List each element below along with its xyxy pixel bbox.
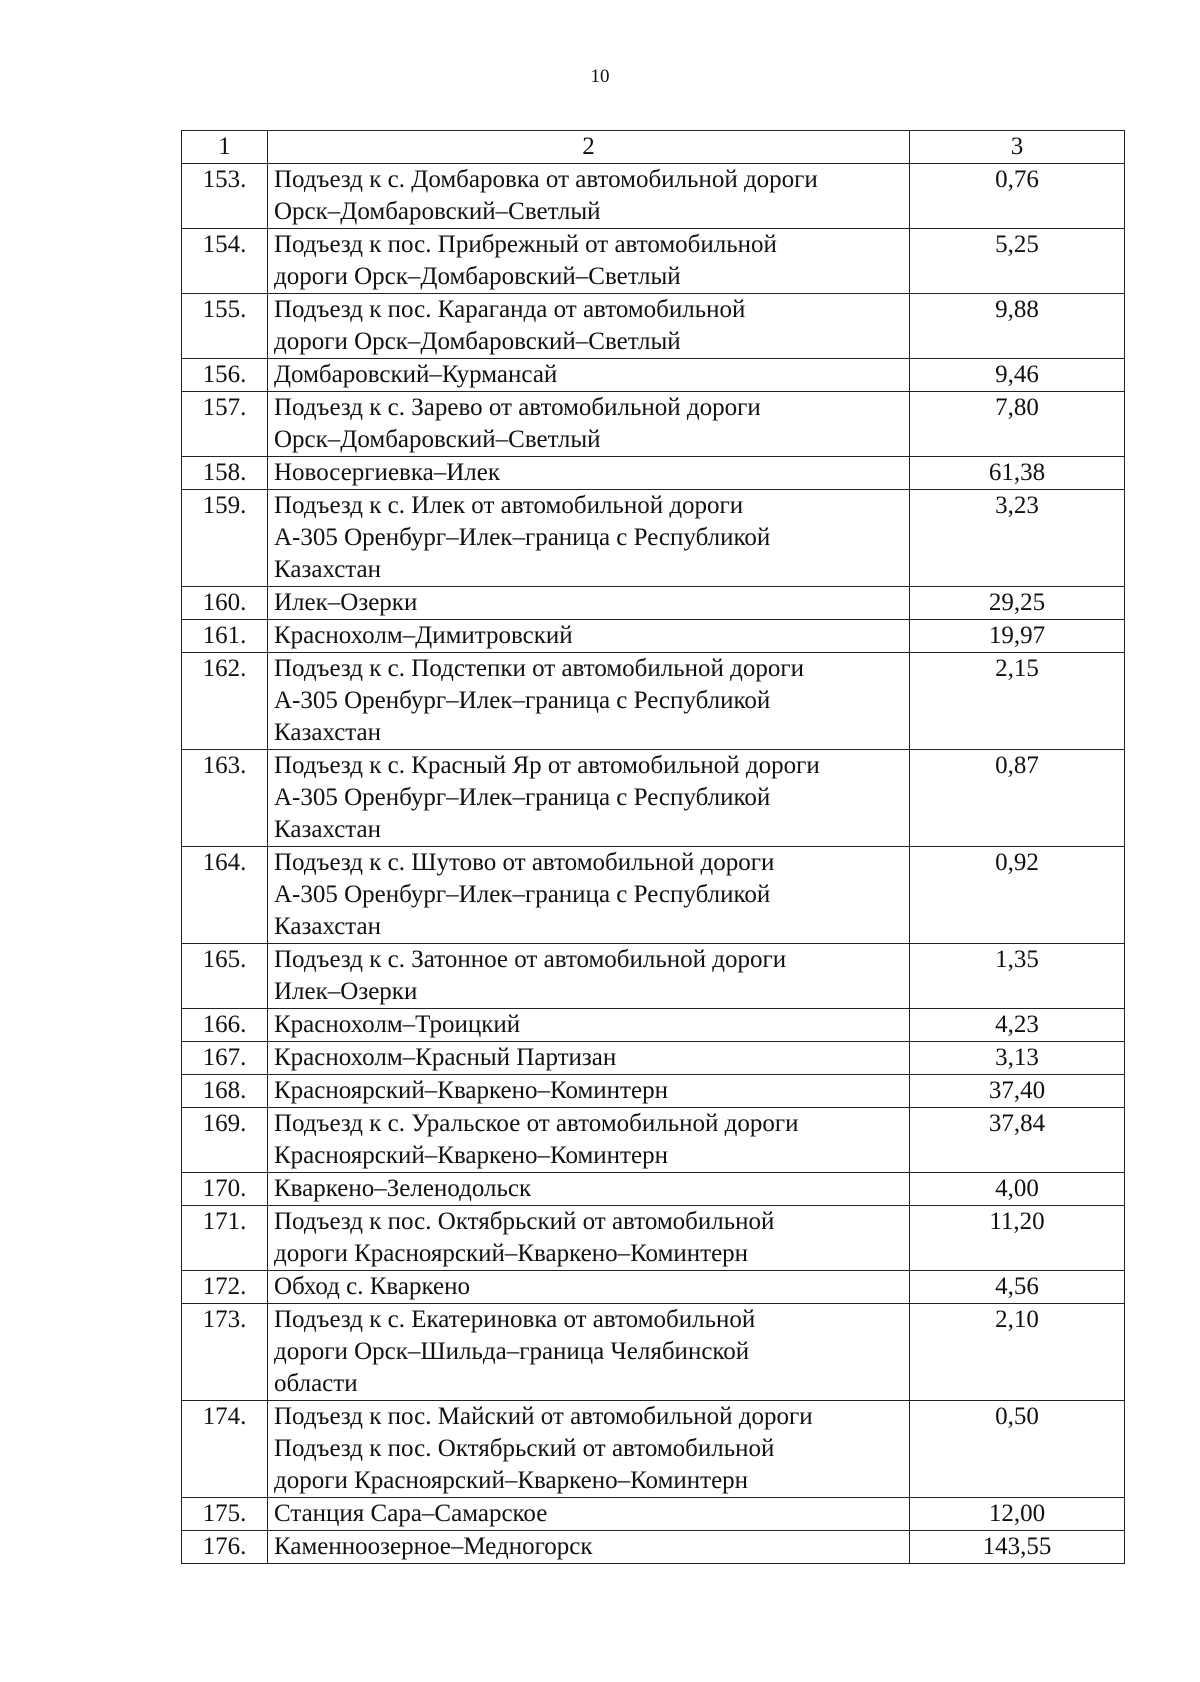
column-header-name: 2 xyxy=(268,131,910,164)
row-number: 169. xyxy=(182,1108,268,1173)
road-name-line: Краснохолм–Димитровский xyxy=(274,622,573,649)
road-length: 9,46 xyxy=(910,359,1125,392)
row-number: 159. xyxy=(182,490,268,587)
road-name-line: Обход с. Кваркено xyxy=(274,1273,470,1300)
road-name-cell xyxy=(268,847,910,944)
header-row xyxy=(182,131,1125,164)
road-name-line: Подъезд к с. Илек от автомобильной дороги xyxy=(274,492,744,519)
road-name-cell xyxy=(268,587,910,620)
road-name-line: Подъезд к с. Подстепки от автомобильной дороги xyxy=(274,655,804,682)
road-name-cell xyxy=(268,457,910,490)
road-name-cell xyxy=(268,359,910,392)
road-name-cell xyxy=(268,1271,910,1304)
road-name-line: Станция Сара–Самарское xyxy=(274,1500,548,1527)
road-name-line: Подъезд к с. Затонное от автомобильной дороги xyxy=(274,946,787,973)
road-name-cell xyxy=(268,294,910,359)
road-length: 143,55 xyxy=(910,1531,1125,1564)
table-row xyxy=(182,1009,1125,1042)
row-number: 162. xyxy=(182,653,268,750)
column-header-number: 1 xyxy=(182,131,268,164)
table-row xyxy=(182,587,1125,620)
road-name-line: А-305 Оренбург–Илек–граница с Республикой xyxy=(274,524,771,551)
table-row xyxy=(182,1042,1125,1075)
road-length: 5,25 xyxy=(910,229,1125,294)
table-body xyxy=(182,164,1125,1564)
road-name-line: Орск–Домбаровский–Светлый xyxy=(274,198,601,225)
road-name-cell xyxy=(268,1401,910,1498)
road-length: 37,40 xyxy=(910,1075,1125,1108)
road-name-line: Подъезд к с. Красный Яр от автомобильной дороги xyxy=(274,752,820,779)
road-name-line: Кваркено–Зеленодольск xyxy=(274,1175,532,1202)
row-number: 175. xyxy=(182,1498,268,1531)
road-name-line: Подъезд к пос. Прибрежный от автомобильной xyxy=(274,231,777,258)
road-name-line: Илек–Озерки xyxy=(274,978,418,1005)
road-name-line: Новосергиевка–Илек xyxy=(274,459,500,486)
table-row xyxy=(182,1498,1125,1531)
road-name-line: дороги Орск–Домбаровский–Светлый xyxy=(274,328,681,355)
road-length: 7,80 xyxy=(910,392,1125,457)
road-name-cell xyxy=(268,653,910,750)
road-length: 19,97 xyxy=(910,620,1125,653)
table-row xyxy=(182,1401,1125,1498)
road-name-line: Подъезд к с. Шутово от автомобильной дороги xyxy=(274,849,775,876)
road-length: 0,92 xyxy=(910,847,1125,944)
row-number: 155. xyxy=(182,294,268,359)
row-number: 173. xyxy=(182,1304,268,1401)
road-name-line: Красноярский–Кваркено–Коминтерн xyxy=(274,1142,668,1169)
row-number: 165. xyxy=(182,944,268,1009)
row-number: 176. xyxy=(182,1531,268,1564)
road-name-cell xyxy=(268,392,910,457)
row-number: 166. xyxy=(182,1009,268,1042)
row-number: 158. xyxy=(182,457,268,490)
table-row xyxy=(182,457,1125,490)
road-length: 0,87 xyxy=(910,750,1125,847)
road-name-line: А-305 Оренбург–Илек–граница с Республикой xyxy=(274,784,771,811)
row-number: 161. xyxy=(182,620,268,653)
table-row xyxy=(182,294,1125,359)
road-name-cell xyxy=(268,1304,910,1401)
road-length: 3,13 xyxy=(910,1042,1125,1075)
row-number: 174. xyxy=(182,1401,268,1498)
table-row xyxy=(182,750,1125,847)
road-name-line: Казахстан xyxy=(274,556,381,583)
road-name-cell xyxy=(268,164,910,229)
road-name-line: Подъезд к с. Зарево от автомобильной дороги xyxy=(274,394,761,421)
table-row xyxy=(182,847,1125,944)
roads-table xyxy=(181,130,1125,1564)
road-name-line: А-305 Оренбург–Илек–граница с Республикой xyxy=(274,687,771,714)
road-name-cell xyxy=(268,1206,910,1271)
road-name-cell xyxy=(268,229,910,294)
table-row xyxy=(182,1304,1125,1401)
road-length: 4,56 xyxy=(910,1271,1125,1304)
road-length: 9,88 xyxy=(910,294,1125,359)
road-name-cell xyxy=(268,1531,910,1564)
row-number: 170. xyxy=(182,1173,268,1206)
road-name-line: Казахстан xyxy=(274,719,381,746)
road-name-line: Казахстан xyxy=(274,816,381,843)
road-name-line: Краснохолм–Красный Партизан xyxy=(274,1044,617,1071)
road-name-cell xyxy=(268,1173,910,1206)
road-name-line: Подъезд к с. Екатериновка от автомобильной xyxy=(274,1306,756,1333)
road-name-line: Подъезд к с. Домбаровка от автомобильной дороги xyxy=(274,166,818,193)
road-name-line: Подъезд к пос. Октябрьский от автомобильной xyxy=(274,1435,775,1462)
row-number: 156. xyxy=(182,359,268,392)
road-name-line: Подъезд к пос. Майский от автомобильной дороги xyxy=(274,1403,813,1430)
road-length: 4,00 xyxy=(910,1173,1125,1206)
table-row xyxy=(182,1531,1125,1564)
row-number: 171. xyxy=(182,1206,268,1271)
road-length: 61,38 xyxy=(910,457,1125,490)
table-row xyxy=(182,1271,1125,1304)
row-number: 172. xyxy=(182,1271,268,1304)
road-name-cell xyxy=(268,1042,910,1075)
table-row xyxy=(182,653,1125,750)
road-name-line: Каменноозерное–Медногорск xyxy=(274,1533,593,1560)
column-header-length: 3 xyxy=(910,131,1125,164)
table-row xyxy=(182,490,1125,587)
table-row xyxy=(182,944,1125,1009)
road-name-line: Подъезд к пос. Караганда от автомобильной xyxy=(274,296,746,323)
road-name-line: Илек–Озерки xyxy=(274,589,418,616)
row-number: 163. xyxy=(182,750,268,847)
road-length: 2,15 xyxy=(910,653,1125,750)
road-name-line: дороги Орск–Домбаровский–Светлый xyxy=(274,263,681,290)
road-name-line: Краснохолм–Троицкий xyxy=(274,1011,521,1038)
road-name-cell xyxy=(268,750,910,847)
table-row xyxy=(182,229,1125,294)
row-number: 154. xyxy=(182,229,268,294)
road-name-cell xyxy=(268,1498,910,1531)
road-name-line: дороги Красноярский–Кваркено–Коминтерн xyxy=(274,1240,749,1267)
row-number: 167. xyxy=(182,1042,268,1075)
table-row xyxy=(182,1108,1125,1173)
road-name-line: дороги Красноярский–Кваркено–Коминтерн xyxy=(274,1467,749,1494)
row-number: 168. xyxy=(182,1075,268,1108)
row-number: 157. xyxy=(182,392,268,457)
row-number: 160. xyxy=(182,587,268,620)
road-length: 29,25 xyxy=(910,587,1125,620)
road-name-line: Орск–Домбаровский–Светлый xyxy=(274,426,601,453)
row-number: 153. xyxy=(182,164,268,229)
road-length: 12,00 xyxy=(910,1498,1125,1531)
road-name-line: Домбаровский–Курмансай xyxy=(274,361,558,388)
road-length: 3,23 xyxy=(910,490,1125,587)
road-length: 0,76 xyxy=(910,164,1125,229)
road-name-cell xyxy=(268,490,910,587)
table-row xyxy=(182,359,1125,392)
road-name-line: А-305 Оренбург–Илек–граница с Республикой xyxy=(274,881,771,908)
table-row xyxy=(182,392,1125,457)
road-name-cell xyxy=(268,944,910,1009)
table-row xyxy=(182,1206,1125,1271)
road-name-line: области xyxy=(274,1370,358,1397)
table-row xyxy=(182,164,1125,229)
road-name-line: Подъезд к с. Уральское от автомобильной дороги xyxy=(274,1110,799,1137)
road-length: 0,50 xyxy=(910,1401,1125,1498)
road-name-line: Красноярский–Кваркено–Коминтерн xyxy=(274,1077,668,1104)
road-length: 37,84 xyxy=(910,1108,1125,1173)
road-length: 1,35 xyxy=(910,944,1125,1009)
road-name-cell xyxy=(268,620,910,653)
row-number: 164. xyxy=(182,847,268,944)
table-row xyxy=(182,620,1125,653)
page-number: 10 xyxy=(590,66,610,87)
road-length: 11,20 xyxy=(910,1206,1125,1271)
road-length: 2,10 xyxy=(910,1304,1125,1401)
road-name-cell xyxy=(268,1075,910,1108)
road-name-cell xyxy=(268,1108,910,1173)
road-name-line: Казахстан xyxy=(274,913,381,940)
table-row xyxy=(182,1173,1125,1206)
road-name-line: Подъезд к пос. Октябрьский от автомобильной xyxy=(274,1208,775,1235)
road-length: 4,23 xyxy=(910,1009,1125,1042)
table-header xyxy=(182,131,1125,164)
road-name-line: дороги Орск–Шильда–граница Челябинской xyxy=(274,1338,750,1365)
road-name-cell xyxy=(268,1009,910,1042)
table-row xyxy=(182,1075,1125,1108)
